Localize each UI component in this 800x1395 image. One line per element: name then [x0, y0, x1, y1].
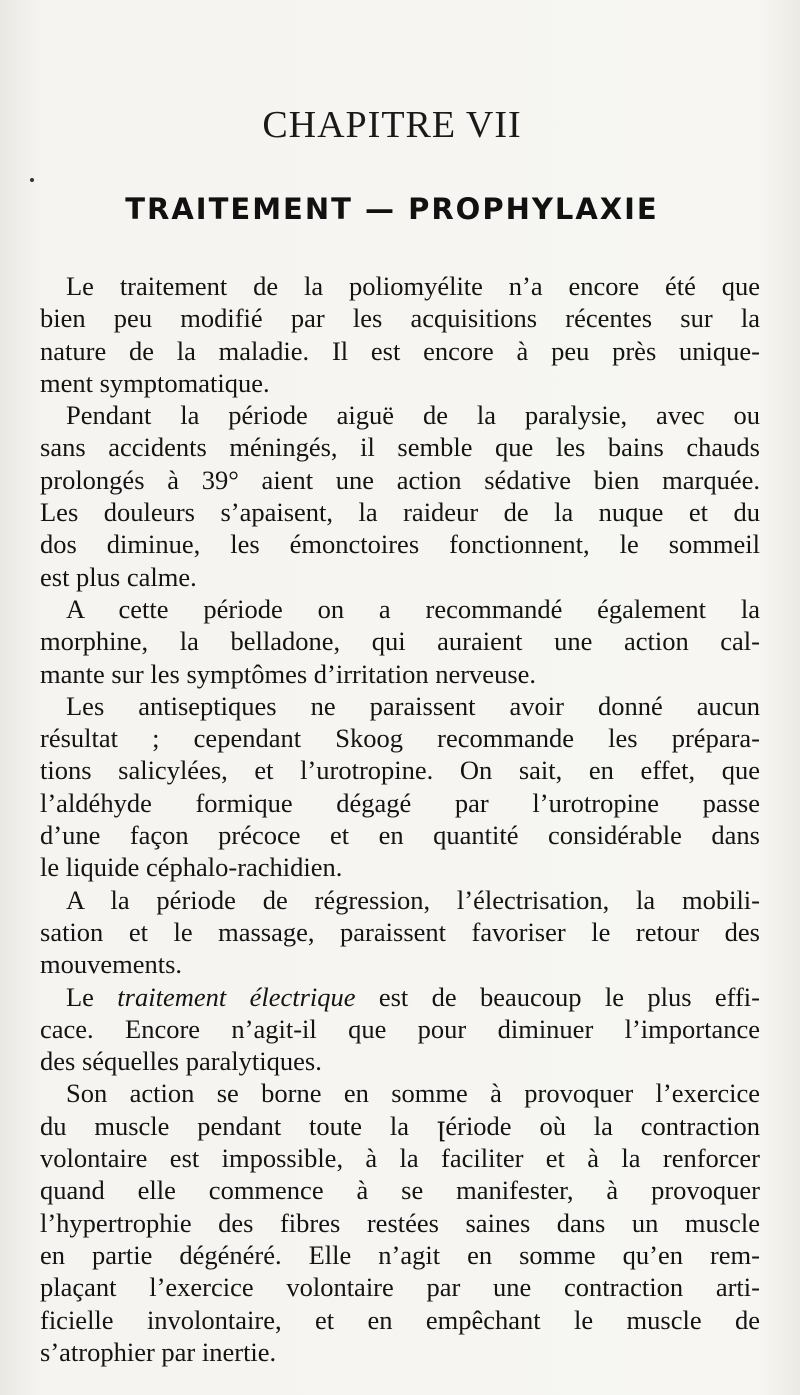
text-line: ment symptomatique.: [40, 367, 270, 398]
text-line: Les antiseptiques ne paraissent avoir donné aucun: [66, 690, 760, 721]
text-line: d’une façon précoce et en quantité considérable dans: [40, 820, 760, 851]
text-line: mouvements.: [40, 949, 183, 980]
text-line: résultat ; cependant Skoog recommande les prépara-: [40, 723, 760, 754]
emphasis-text: traitement électrique: [117, 981, 356, 1012]
text-line: l’aldéhyde formique dégagé par l’urotropine passe: [40, 787, 760, 818]
text-line: sation et le massage, paraissent favoriser le retour des: [40, 916, 760, 947]
text-line: Les douleurs s’apaisent, la raideur de la nuque et du: [40, 497, 760, 528]
text-line: prolongés à 39° aient une action sédative bien marquée.: [40, 464, 760, 495]
text-line: sans accidents méningés, il semble que les bains chauds: [40, 432, 760, 463]
body-text: [40, 270, 760, 1368]
text-line: l’hypertrophie des fibres restées saines dans un muscle: [40, 1207, 760, 1238]
text-line: A la période de régression, l’électrisation, la mobili-: [66, 884, 760, 915]
text-line: A cette période on a recommandé également la: [66, 593, 760, 624]
text-line: des séquelles paralytiques.: [40, 1046, 322, 1077]
text-line: dos diminue, les émonctoires fonctionnent, le sommeil: [40, 529, 760, 560]
text-line: ficielle involontaire, et en empêchant le muscle de: [40, 1304, 760, 1335]
text-line: nature de la maladie. Il est encore à peu près unique-: [40, 335, 760, 366]
text-line: volontaire est impossible, à la faciliter et à la renforcer: [40, 1143, 760, 1174]
margin-mark: [30, 178, 34, 182]
text-line: Son action se borne en somme à provoquer l’exercice: [66, 1078, 760, 1109]
text-line: morphine, la belladone, qui auraient une action cal-: [40, 626, 760, 657]
text-line: plaçant l’exercice volontaire par une contraction arti-: [40, 1272, 760, 1303]
text-line: cace. Encore n’agit-il que pour diminuer l’importance: [40, 1013, 760, 1044]
chapter-heading: CHAPITRE VII: [262, 104, 522, 146]
text-segment: est de beaucoup le plus effi-: [355, 981, 760, 1012]
text-line: du muscle pendant toute la ꞁériode où la contraction: [40, 1110, 760, 1141]
text-line: quand elle commence à se manifester, à provoquer: [40, 1175, 760, 1206]
text-line: le liquide céphalo-rachidien.: [40, 852, 343, 883]
text-line: est plus calme.: [40, 561, 197, 592]
text-line: bien peu modifié par les acquisitions récentes sur la: [40, 303, 760, 334]
text-line: tions salicylées, et l’urotropine. On sait, en effet, que: [40, 755, 760, 786]
text-segment: Le: [66, 981, 118, 1012]
text-line: [40, 981, 760, 1013]
text-line: Pendant la période aiguë de la paralysie, avec ou: [66, 400, 760, 431]
text-line: mante sur les symptômes d’irritation nerveuse.: [40, 658, 537, 689]
text-line: s’atrophier par inertie.: [40, 1336, 277, 1367]
text-line: en partie dégénéré. Elle n’agit en somme qu’en rem-: [40, 1239, 760, 1270]
section-title: TRAITEMENT — PROPHYLAXIE: [125, 192, 659, 226]
text-line: Le traitement de la poliomyélite n’a encore été que: [66, 271, 760, 301]
